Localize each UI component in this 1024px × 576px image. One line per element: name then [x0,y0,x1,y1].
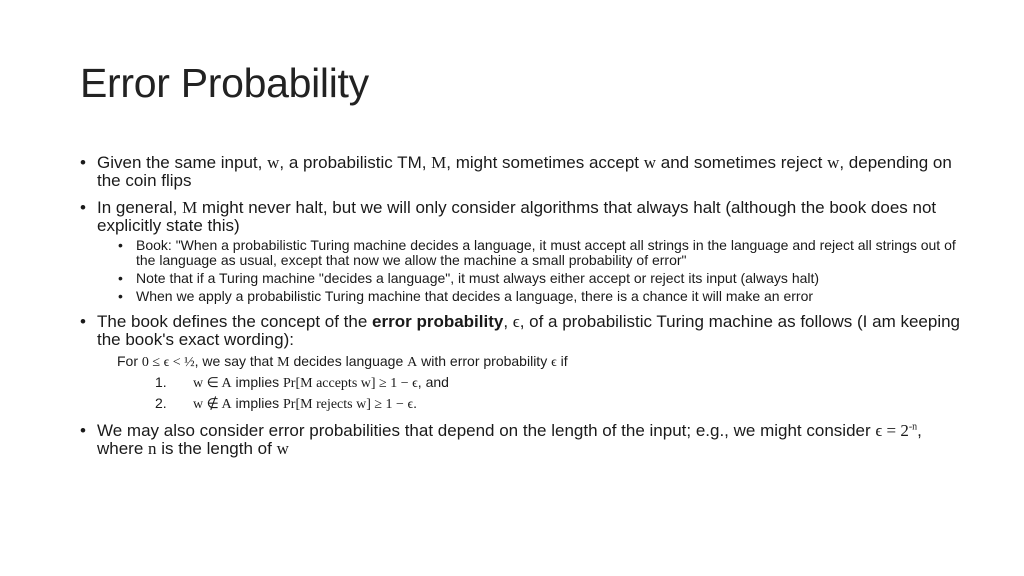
math-expr: Pr[M rejects w] ≥ 1 − ϵ [283,397,414,412]
item-number: 2. [155,395,167,411]
text: For [117,353,142,369]
bullet-item-coin-flips [80,154,960,190]
math-var: w [827,153,840,172]
text: and sometimes reject [656,153,828,172]
text: , might sometimes accept [446,153,644,172]
item-number: 1. [155,374,167,390]
text: When we apply a probabilistic Turing machine that decides a language, there is a chance it will make an error [136,288,814,304]
definition-intro [117,353,960,371]
text: , depending on the coin flips [97,153,952,190]
text: In general, [97,198,183,217]
bullet-marker: • [118,237,123,253]
text: implies [231,374,284,390]
bullet-item-always-halt [80,199,960,304]
text: , a probabilistic TM, [279,153,432,172]
math-expr: w ∈ A [193,376,232,391]
slide-body [80,154,960,467]
math-expr: w ∉ A [193,397,232,412]
math-superscript: -n [908,421,918,433]
text: Given the same input, [97,153,268,172]
text: . [413,395,418,411]
text: is the length of [156,439,277,458]
sub-bullet-list [97,238,960,304]
math-var: A [407,355,418,370]
math-var: w [276,439,289,458]
sub-bullet-item [115,271,960,286]
text: decides language [289,353,408,369]
bullet-marker: • [80,153,86,172]
definition-item-2 [155,395,960,413]
math-var: w [643,153,657,172]
math-var: M [431,153,447,172]
text: , where [97,421,922,458]
bullet-item-error-probability [80,313,960,413]
math-expr: ϵ = 2 [875,421,909,440]
text: , [503,312,513,331]
bullet-marker: • [80,198,86,217]
text: , of a probabilistic Turing machine as follows (I am keeping the book's exact wording): [97,312,961,349]
text: , and [417,374,449,390]
text: Note that if a Turing machine "decides a language", it must always either accept or reject its input (always halt) [136,270,820,286]
bullet-item-length-dependent [80,422,960,458]
bold-term: error probability [372,312,504,331]
text: might never halt, but we will only consider algorithms that always halt (although the book does not explicitly state this) [97,198,937,235]
definition-block [117,353,960,413]
text: , we say that [194,353,278,369]
math-var: ϵ [551,355,557,370]
text: implies [231,395,284,411]
sub-bullet-item [115,289,960,304]
math-var: ϵ [512,312,520,331]
text: The book defines the concept of the [97,312,373,331]
text: with error probability [417,353,552,369]
bullet-marker: • [80,421,86,440]
text: Book: "When a probabilistic Turing machine decides a language, it must accept all strings in the language and reject all strings out of the language as usual, except that now we allow the machine a small probability of error" [136,237,956,268]
text: if [556,353,568,369]
math-var: w [267,153,280,172]
bullet-marker: • [118,288,123,304]
slide-title: Error Probability [80,60,369,106]
bullet-marker: • [118,270,123,286]
math-var: M [277,355,290,370]
bullet-marker: • [80,312,86,331]
bullet-list [80,154,960,458]
math-var: n [148,439,157,458]
math-expr: Pr[M accepts w] ≥ 1 − ϵ [283,376,418,391]
math-expr: 0 ≤ ϵ < ½ [141,355,195,370]
definition-item-1 [155,374,960,392]
sub-bullet-item [115,238,960,268]
math-var: M [182,198,198,217]
text: We may also consider error probabilities that depend on the length of the input; e.g., we might consider [97,421,876,440]
